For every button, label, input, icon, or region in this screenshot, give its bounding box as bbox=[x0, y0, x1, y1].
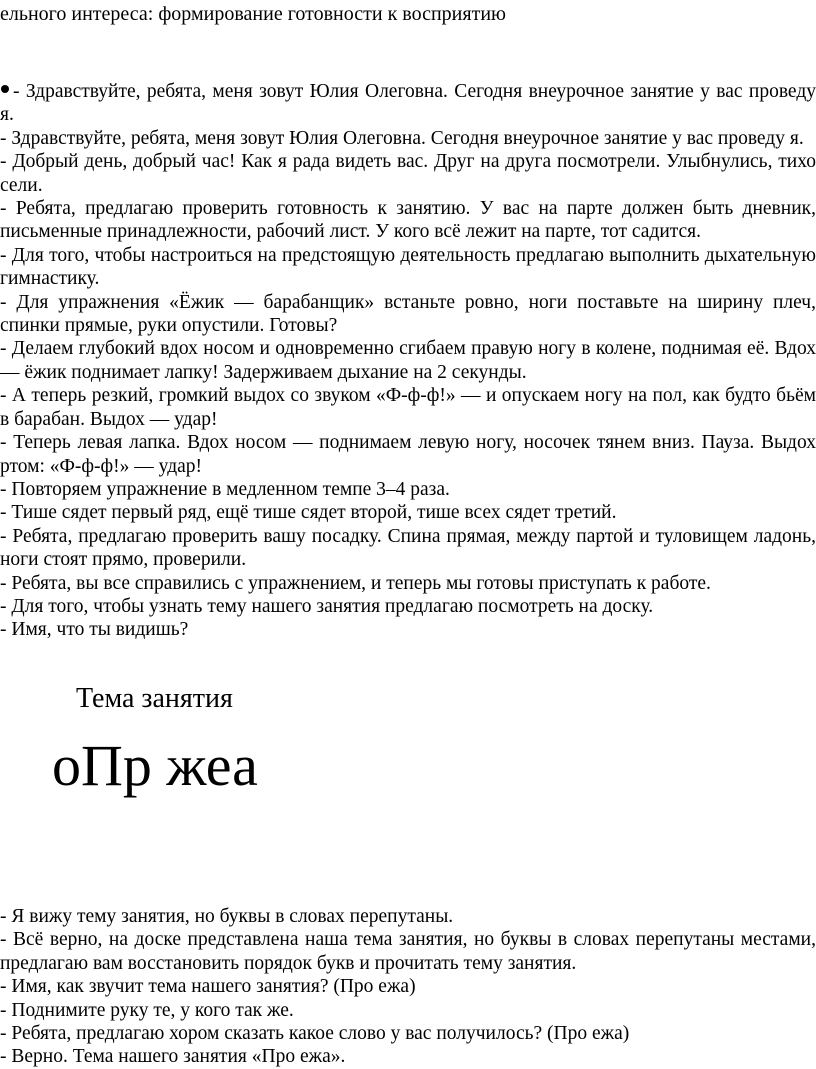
dialogue-bottom bbox=[0, 905, 816, 1069]
paragraph: - Для того, чтобы узнать тему нашего занятия предлагаю посмотреть на доску. bbox=[0, 595, 654, 617]
paragraph: - Ребята, предлагаю проверить готовность к занятию. У вас на парте должен быть дневник, письменные принадлежности, рабочий лист. У кого всё лежит на парте, тот садится. bbox=[0, 198, 816, 243]
section-heading: ельного интереса: формирование готовности к восприятию bbox=[0, 3, 506, 25]
paragraph: - Всё верно, на доске представлена наша тема занятия, но буквы в словах перепутаны местами, предлагаю вам восстановить порядок букв и прочитать тему занятия. bbox=[0, 929, 816, 974]
dialogue-top bbox=[0, 80, 816, 642]
paragraph: - Тише сядет первый ряд, ещё тише сядет второй, тише всех сядет третий. bbox=[0, 502, 617, 524]
bullet-paragraph-text: - Здравствуйте, ребята, меня зовут Юлия Олеговна. Сегодня внеурочное занятие у вас проведу я. bbox=[0, 81, 816, 126]
paragraph: - Делаем глубокий вдох носом и одновременно сгибаем правую ногу в колене, поднимая её. Вдох — ёжик поднимает лапку! Задерживаем дыхание на 2 секунды. bbox=[0, 338, 816, 383]
paragraph: - Поднимите руку те, у кого так же. bbox=[0, 999, 294, 1021]
paragraph: - Для упражнения «Ёжик — барабанщик» встаньте ровно, ноги поставьте на ширину плеч, спинки прямые, руки опустили. Готовы? bbox=[0, 291, 816, 337]
paragraph: - Здравствуйте, ребята, меня зовут Юлия Олеговна. Сегодня внеурочное занятие у вас проведу я. bbox=[0, 127, 804, 149]
paragraph: - Для того, чтобы настроиться на предстоящую деятельность предлагаю выполнить дыхательную гимнастику. bbox=[0, 244, 816, 290]
bullet-paragraph bbox=[0, 80, 816, 127]
board-scrambled-word: оПр жеа bbox=[52, 733, 258, 798]
paragraph: - Ребята, предлагаю хором сказать какое слово у вас получилось? (Про ежа) bbox=[0, 1023, 630, 1045]
board-title: Тема занятия bbox=[76, 683, 233, 714]
paragraph: - А теперь резкий, громкий выдох со звуком «Ф-ф-ф!» — и опускаем ногу на пол, как будто бьём в барабан. Выдох — удар! bbox=[0, 385, 816, 430]
paragraph: - Ребята, вы все справились с упражнением, и теперь мы готовы приступать к работе. bbox=[0, 572, 711, 594]
paragraph: - Ребята, предлагаю проверить вашу посадку. Спина прямая, между партой и туловищем ладонь, ноги стоят прямо, проверили. bbox=[0, 525, 816, 571]
paragraph: - Верно. Тема нашего занятия «Про ежа». bbox=[0, 1046, 346, 1068]
paragraph: - Добрый день, добрый час! Как я рада видеть вас. Друг на друга посмотрели. Улыбнулись, тихо сели. bbox=[0, 151, 816, 196]
paragraph: - Теперь левая лапка. Вдох носом — поднимаем левую ногу, носочек тянем вниз. Пауза. Выдох ртом: «Ф-ф-ф!» — удар! bbox=[0, 432, 816, 477]
paragraph: - Я вижу тему занятия, но буквы в словах перепутаны. bbox=[0, 906, 454, 927]
paragraph: - Повторяем упражнение в медленном темпе 3–4 раза. bbox=[0, 478, 450, 500]
paragraph: - Имя, как звучит тема нашего занятия? (Про ежа) bbox=[0, 976, 416, 998]
bullet-icon bbox=[1, 85, 9, 93]
paragraph: - Имя, что ты видишь? bbox=[0, 619, 189, 641]
